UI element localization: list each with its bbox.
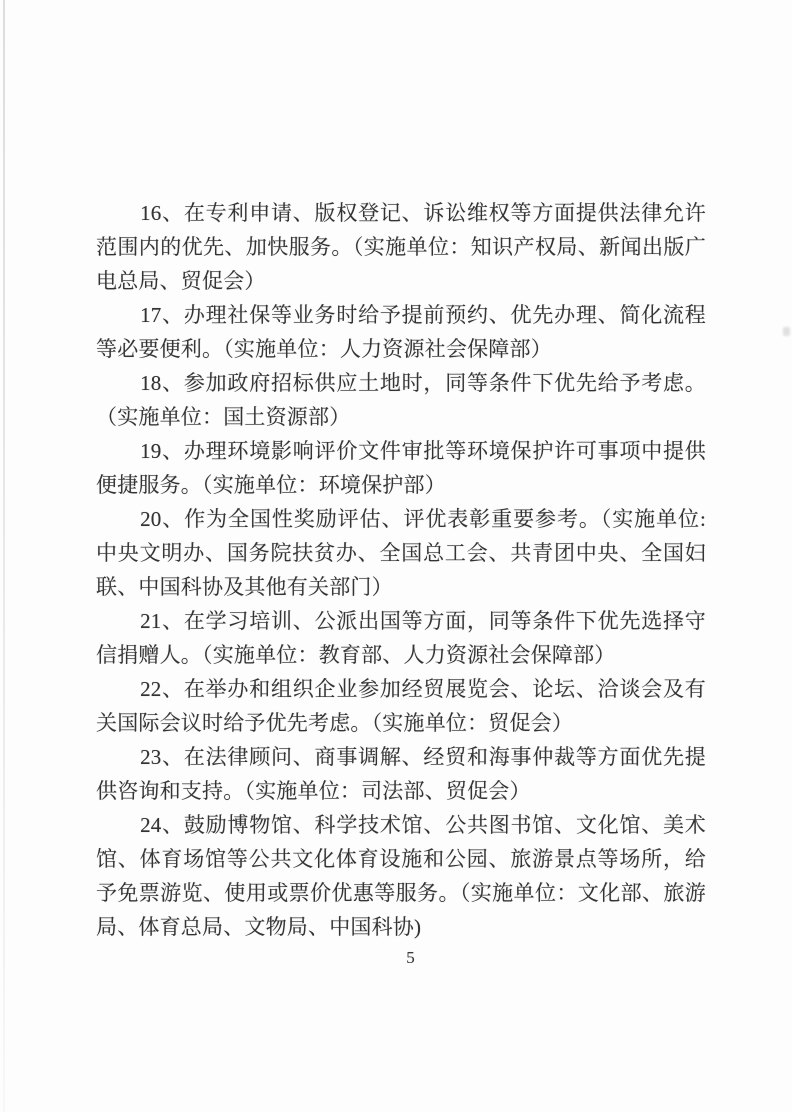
list-item-23: 23、在法律顾问、商事调解、经贸和海事仲裁等方面优先提供咨询和支持。（实施单位：司法部、贸促会） (96, 745, 706, 803)
list-item-18: 18、参加政府招标供应土地时，同等条件下优先给予考虑。（实施单位：国土资源部） (96, 371, 706, 429)
list-item-19: 19、办理环境影响评价文件审批等环境保护许可事项中提供便捷服务。（实施单位：环境保护部） (96, 439, 706, 497)
list-item-16: 16、在专利申请、版权登记、诉讼维权等方面提供法律允许范围内的优先、加快服务。（实施单位：知识产权局、新闻出版广电总局、贸促会） (96, 201, 706, 293)
list-item-17: 17、办理社保等业务时给予提前预约、优先办理、简化流程等必要便利。（实施单位：人力资源社会保障部） (96, 303, 706, 361)
document-body (96, 196, 706, 944)
list-item-22: 22、在举办和组织企业参加经贸展览会、论坛、洽谈会及有关国际会议时给予优先考虑。（实施单位：贸促会） (96, 677, 706, 735)
scan-edge-artifact (3, 0, 5, 1112)
page-number: 5 (406, 948, 416, 967)
list-item-20: 20、作为全国性奖励评估、评优表彰重要参考。（实施单位:中央文明办、国务院扶贫办、全国总工会、共青团中央、全国妇联、中国科协及其他有关部门） (96, 507, 706, 599)
scan-smudge-artifact (783, 327, 790, 336)
list-item-24: 24、鼓励博物馆、科学技术馆、公共图书馆、文化馆、美术馆、体育场馆等公共文化体育设施和公园、旅游景点等场所，给予免票游览、使用或票价优惠等服务。（实施单位：文化部、旅游局、体育总局、文物局、中国科协) (96, 813, 706, 939)
list-item-21: 21、在学习培训、公派出国等方面，同等条件下优先选择守信捐赠人。（实施单位：教育部、人力资源社会保障部） (96, 609, 706, 667)
